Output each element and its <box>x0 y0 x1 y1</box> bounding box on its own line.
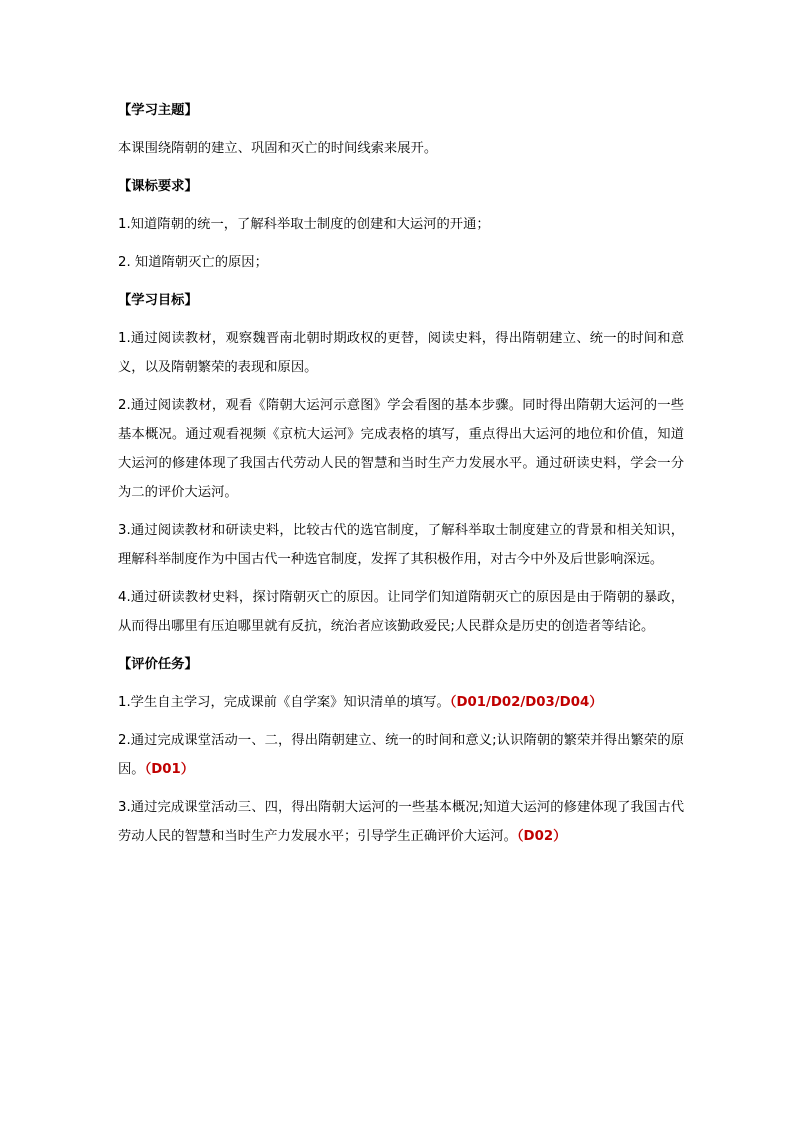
task-3-text: 3.通过完成课堂活动三、四，得出隋朝大运河的一些基本概况;知道大运河的修建体现了我国古代劳动人民的智慧和当时生产力发展水平；引导学生正确评价大运河。 <box>118 800 684 844</box>
document-page <box>118 96 684 860</box>
heading-learning-goals: 【学习目标】 <box>118 293 198 308</box>
paragraph-task-2 <box>118 726 684 784</box>
paragraph-task-3 <box>118 793 684 851</box>
heading-learning-theme: 【学习主题】 <box>118 103 198 118</box>
heading-curriculum-requirements: 【课标要求】 <box>118 179 198 194</box>
task-2-text: 2.通过完成课堂活动一、二，得出隋朝建立、统一的时间和意义;认识隋朝的繁荣并得出繁荣的原因。 <box>118 733 684 777</box>
heading-evaluation-tasks: 【评价任务】 <box>118 657 198 672</box>
paragraph-task-1 <box>118 688 684 717</box>
paragraph-requirement-1: 1.知道隋朝的统一，了解科举取士制度的创建和大运河的开通； <box>118 217 490 232</box>
paragraph-requirement-2: 2. 知道隋朝灭亡的原因； <box>118 255 268 270</box>
task-1-text: 1.学生自主学习，完成课前《自学案》知识清单的填写。 <box>118 695 450 710</box>
paragraph-goal-1: 1.通过阅读教材，观察魏晋南北朝时期政权的更替，阅读史料，得出隋朝建立、统一的时间和意义，以及隋朝繁荣的表现和原因。 <box>118 331 684 375</box>
paragraph-theme: 本课围绕隋朝的建立、巩固和灭亡的时间线索来展开。 <box>118 141 438 156</box>
task-2-code: （D01） <box>144 762 195 777</box>
paragraph-goal-3: 3.通过阅读教材和研读史料，比较古代的选官制度，了解科举取士制度建立的背景和相关知识，理解科举制度作为中国古代一种选官制度，发挥了其积极作用，对古今中外及后世影响深远。 <box>118 523 684 567</box>
task-1-code: （D01/D02/D03/D04） <box>449 695 603 710</box>
paragraph-goal-4: 4.通过研读教材史料，探讨隋朝灭亡的原因。让同学们知道隋朝灭亡的原因是由于隋朝的暴政，从而得出哪里有压迫哪里就有反抗，统治者应该勤政爱民;人民群众是历史的创造者等结论。 <box>118 590 684 634</box>
task-3-code: （D02） <box>516 829 567 844</box>
paragraph-goal-2: 2.通过阅读教材，观看《隋朝大运河示意图》学会看图的基本步骤。同时得出隋朝大运河的一些基本概况。通过观看视频《京杭大运河》完成表格的填写，重点得出大运河的地位和价值，知道大运河的修建体现了我国古代劳动人民的智慧和当时生产力发展水平。通过研读史料，学会一分为二的评价大运河。 <box>118 398 684 500</box>
